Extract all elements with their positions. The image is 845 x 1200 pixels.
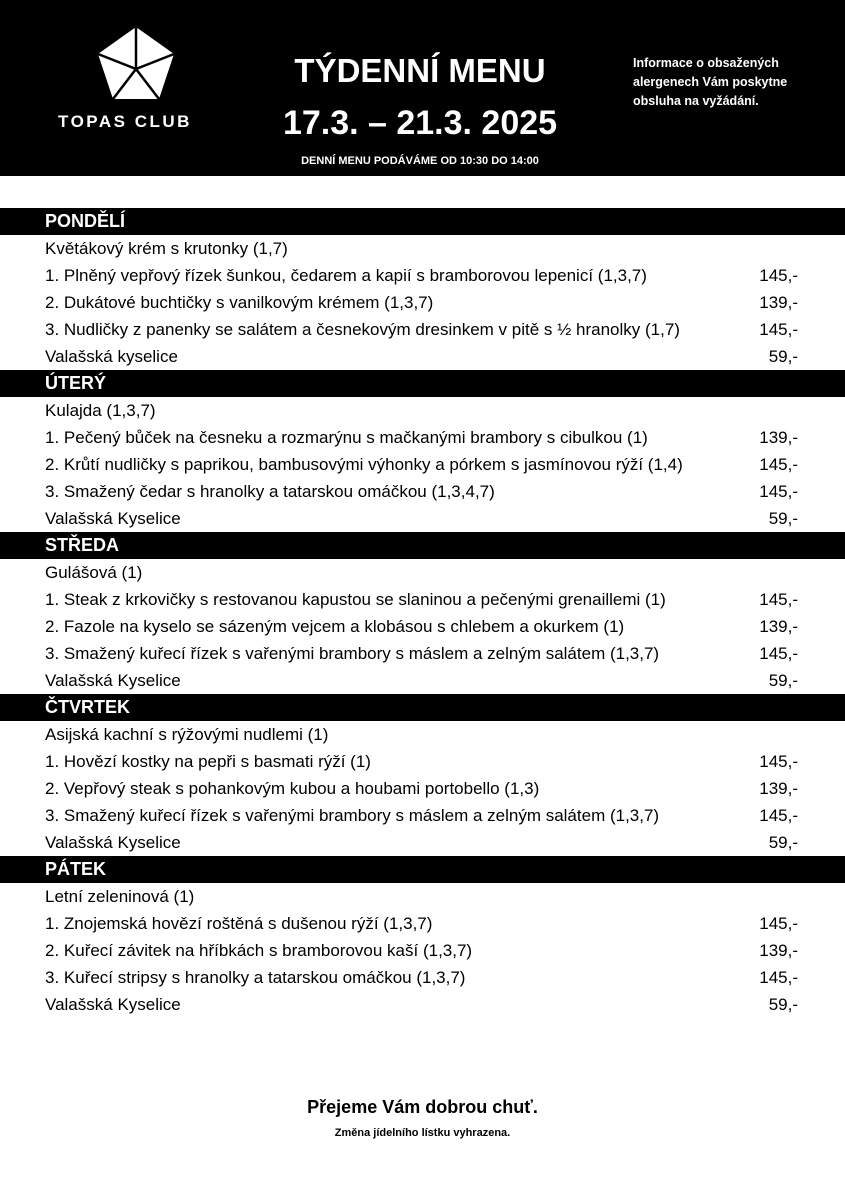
item-text: 2. Vepřový steak s pohankovým kubou a houbami portobello (1,3) bbox=[45, 779, 540, 798]
menu-item bbox=[0, 883, 845, 910]
menu-item bbox=[0, 613, 845, 640]
day-section bbox=[0, 532, 845, 694]
day-header: STŘEDA bbox=[0, 532, 845, 559]
day-section bbox=[0, 370, 845, 532]
menu-item bbox=[0, 451, 845, 478]
item-text: Letní zeleninová (1) bbox=[45, 887, 195, 906]
header-bar bbox=[0, 0, 845, 176]
day-header: ÚTERÝ bbox=[0, 370, 845, 397]
menu-item bbox=[0, 964, 845, 991]
day-section bbox=[0, 694, 845, 856]
item-price: 145,- bbox=[759, 266, 798, 285]
item-price: 59,- bbox=[768, 347, 798, 366]
menu-item bbox=[0, 748, 845, 775]
item-text: Kulajda (1,3,7) bbox=[45, 401, 156, 420]
item-price: 139,- bbox=[759, 293, 798, 312]
allergen-note: Informace o obsažených alergenech Vám poskytne obsluha na vyžádání. bbox=[633, 56, 788, 108]
item-price: 59,- bbox=[768, 671, 798, 690]
item-text: 1. Pečený bůček na česneku a rozmarýnu s mačkanými brambory s cibulkou (1) bbox=[45, 428, 648, 447]
item-text: 3. Smažený kuřecí řízek s vařenými brambory s máslem a zelným salátem (1,3,7) bbox=[45, 806, 660, 825]
item-text: Asijská kachní s rýžovými nudlemi (1) bbox=[45, 725, 329, 744]
menu-item bbox=[0, 289, 845, 316]
item-text: 1. Hovězí kostky na pepři s basmati rýží (1) bbox=[45, 752, 371, 771]
menu-item bbox=[0, 559, 845, 586]
day-section bbox=[0, 208, 845, 370]
menu-item bbox=[0, 721, 845, 748]
menu-item bbox=[0, 586, 845, 613]
menu-item bbox=[0, 667, 845, 694]
item-text: 1. Znojemská hovězí roštěná s dušenou rýží (1,3,7) bbox=[45, 914, 433, 933]
menu-title: TÝDENNÍ MENU bbox=[294, 52, 546, 89]
item-text: Valašská kyselice bbox=[45, 347, 178, 366]
logo-text: TOPAS CLUB bbox=[58, 112, 192, 131]
day-section bbox=[0, 856, 845, 1018]
item-price: 145,- bbox=[759, 482, 798, 501]
day-header: ČTVRTEK bbox=[0, 694, 845, 721]
menu-dates: 17.3. – 21.3. 2025 bbox=[282, 104, 558, 142]
item-price: 145,- bbox=[759, 914, 798, 933]
menu-item bbox=[0, 343, 845, 370]
item-price: 145,- bbox=[759, 752, 798, 771]
item-text: 3. Smažený čedar s hranolky a tatarskou omáčkou (1,3,4,7) bbox=[45, 482, 495, 501]
menu-item bbox=[0, 505, 845, 532]
item-price: 145,- bbox=[759, 806, 798, 825]
menu-item bbox=[0, 640, 845, 667]
item-price: 145,- bbox=[759, 590, 798, 609]
item-text: Květákový krém s krutonky (1,7) bbox=[45, 239, 288, 258]
item-price: 139,- bbox=[759, 779, 798, 798]
item-text: Valašská Kyselice bbox=[45, 671, 181, 690]
item-text: 3. Nudličky z panenky se salátem a česnekovým dresinkem v pitě s ½ hranolky (1,7) bbox=[45, 320, 680, 339]
item-text: 3. Smažený kuřecí řízek s vařenými brambory s máslem a zelným salátem (1,3,7) bbox=[45, 644, 660, 663]
menu-item bbox=[0, 397, 845, 424]
item-text: 1. Plněný vepřový řízek šunkou, čedarem a kapií s bramborovou lepenicí (1,3,7) bbox=[45, 266, 647, 285]
serving-hours: DENNÍ MENU PODÁVÁME OD 10:30 DO 14:00 bbox=[301, 155, 539, 167]
item-text: 2. Krůtí nudličky s paprikou, bambusovými výhonky a pórkem s jasmínovou rýží (1,4) bbox=[45, 455, 683, 474]
menu-item bbox=[0, 478, 845, 505]
item-text: 3. Kuřecí stripsy s hranolky a tatarskou omáčkou (1,3,7) bbox=[45, 968, 466, 987]
menu-item bbox=[0, 910, 845, 937]
day-header: PÁTEK bbox=[0, 856, 845, 883]
item-price: 145,- bbox=[759, 644, 798, 663]
pentagon-logo-icon bbox=[96, 25, 176, 101]
item-text: 2. Dukátové buchtičky s vanilkovým krémem (1,3,7) bbox=[45, 293, 434, 312]
item-text: Gulášová (1) bbox=[45, 563, 143, 582]
item-price: 145,- bbox=[759, 455, 798, 474]
item-text: Valašská Kyselice bbox=[45, 509, 181, 528]
item-text: 2. Fazole na kyselo se sázeným vejcem a klobásou s chlebem a okurkem (1) bbox=[45, 617, 625, 636]
menu-item bbox=[0, 775, 845, 802]
item-price: 59,- bbox=[768, 833, 798, 852]
footer-wish: Přejeme Vám dobrou chuť. bbox=[307, 1097, 538, 1117]
item-price: 145,- bbox=[759, 968, 798, 987]
menu-item bbox=[0, 829, 845, 856]
menu-item bbox=[0, 262, 845, 289]
menu-item bbox=[0, 424, 845, 451]
menu-item bbox=[0, 802, 845, 829]
item-price: 139,- bbox=[759, 428, 798, 447]
item-price: 145,- bbox=[759, 320, 798, 339]
menu-item bbox=[0, 316, 845, 343]
item-price: 139,- bbox=[759, 941, 798, 960]
item-text: Valašská Kyselice bbox=[45, 833, 181, 852]
menu-item bbox=[0, 991, 845, 1018]
item-price: 59,- bbox=[768, 509, 798, 528]
item-text: 2. Kuřecí závitek na hříbkách s bramborovou kaší (1,3,7) bbox=[45, 941, 473, 960]
item-text: 1. Steak z krkovičky s restovanou kapustou se slaninou a pečenými grenaillemi (1) bbox=[45, 590, 666, 609]
item-text: Valašská Kyselice bbox=[45, 995, 181, 1014]
footer-note: Změna jídelního lístku vyhrazena. bbox=[334, 1127, 511, 1139]
menu-item bbox=[0, 235, 845, 262]
item-price: 59,- bbox=[768, 995, 798, 1014]
day-header: PONDĚLÍ bbox=[0, 208, 845, 235]
menu-item bbox=[0, 937, 845, 964]
menu-content bbox=[0, 208, 845, 1018]
item-price: 139,- bbox=[759, 617, 798, 636]
